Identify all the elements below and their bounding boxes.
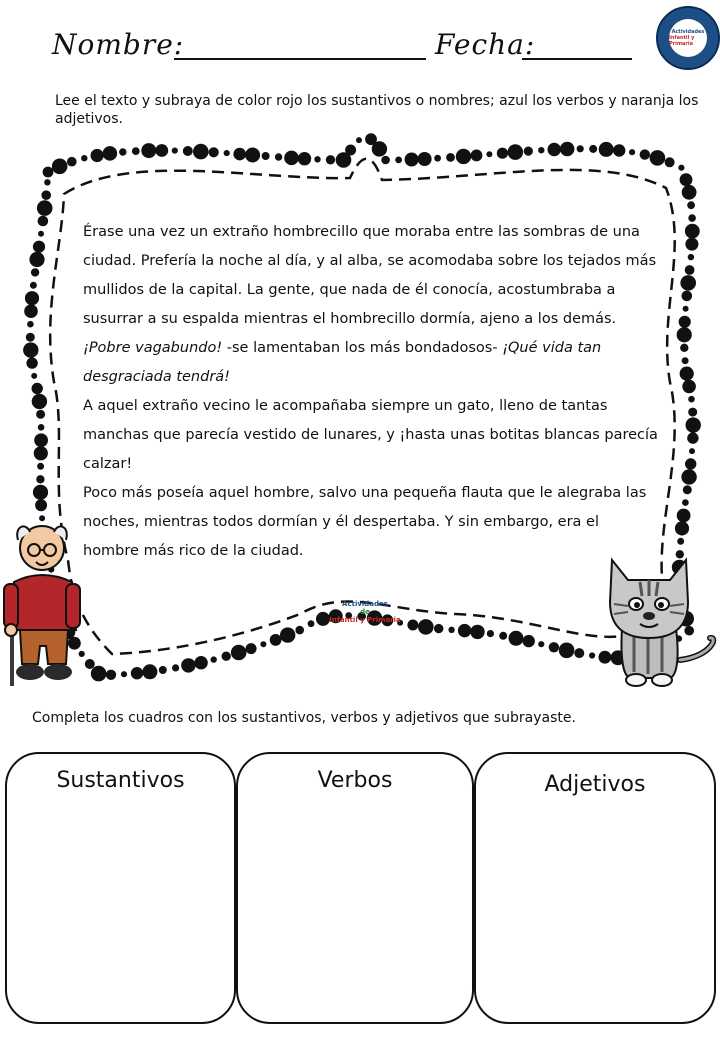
frame-dot: [589, 652, 595, 658]
story-dialogue-tag: -se lamentaban los más bondadosos-: [222, 340, 503, 356]
frame-dot: [683, 485, 692, 494]
frame-dot: [448, 627, 454, 633]
frame-dot: [682, 499, 689, 506]
frame-dot: [26, 333, 35, 342]
frame-dot: [677, 538, 684, 545]
frame-dot: [577, 145, 584, 152]
complete-instruction: Completa los cuadros con los sustantivos, verbos y adjetivos que subrayaste.: [32, 710, 576, 726]
frame-dot: [44, 179, 50, 185]
box-sustantivos[interactable]: [5, 752, 236, 1024]
story-text: [83, 218, 658, 566]
frame-dot: [34, 446, 48, 460]
frame-dot: [81, 155, 87, 161]
frame-dot: [688, 396, 695, 403]
box-adjetivos[interactable]: [474, 752, 716, 1024]
frame-dot: [509, 631, 524, 646]
frame-dot: [683, 306, 689, 312]
frame-dot: [262, 152, 270, 160]
frame-dot: [446, 153, 455, 162]
frame-dot: [372, 141, 387, 156]
frame-dot: [688, 254, 694, 260]
frame-dot: [688, 214, 696, 222]
story-exclamation-2: ¡Qué vida tan desgraciada tendrá!: [83, 340, 602, 385]
frame-dot: [679, 316, 691, 328]
story-exclamation-1: ¡Pobre vagabundo!: [83, 340, 223, 356]
frame-dot: [142, 664, 157, 679]
box-title-adjetivos: Adjetivos: [544, 772, 646, 797]
frame-dot: [680, 367, 694, 381]
frame-dot: [589, 145, 597, 153]
frame-dot: [33, 241, 45, 253]
logo-line-1: Actividades: [671, 29, 705, 35]
frame-dot: [418, 619, 434, 635]
box-verbos[interactable]: [236, 752, 474, 1024]
frame-dot: [458, 624, 471, 637]
old-man-illustration-icon: [0, 518, 90, 688]
frame-dot: [680, 344, 688, 352]
frame-dot: [549, 642, 559, 652]
frame-dot: [314, 156, 320, 162]
frame-dot: [326, 155, 335, 164]
frame-dot: [275, 153, 282, 160]
frame-dot: [687, 201, 695, 209]
frame-dot: [181, 658, 195, 672]
frame-dot: [32, 383, 43, 394]
watermark-line-2: de: [360, 608, 370, 616]
frame-dot: [159, 666, 167, 674]
frame-dot: [38, 231, 44, 237]
story-paragraph-3: A aquel extraño vecino le acompañaba siempre un gato, lleno de tantas manchas que parecía vestido de lunares, y ¡hasta unas botitas blancas parecía calzar!: [83, 398, 658, 472]
frame-dot: [172, 148, 178, 154]
frame-dot: [155, 144, 168, 157]
frame-dot: [686, 417, 701, 432]
frame-dot: [681, 469, 696, 484]
frame-dot: [471, 150, 483, 162]
frame-dot: [38, 424, 45, 431]
frame-dot: [119, 148, 126, 155]
frame-dot: [33, 485, 48, 500]
frame-dot: [32, 394, 47, 409]
date-line[interactable]: [522, 58, 632, 60]
frame-dot: [260, 641, 266, 647]
frame-dot: [24, 304, 38, 318]
frame-dot: [677, 327, 692, 342]
frame-dot: [685, 238, 698, 251]
date-label: Fecha:: [435, 28, 536, 61]
frame-dot: [682, 185, 697, 200]
frame-dot: [559, 643, 575, 659]
frame-dot: [499, 632, 507, 640]
watermark-line-1: Actividades: [342, 600, 388, 608]
frame-dot: [31, 373, 37, 379]
frame-dot: [395, 157, 402, 164]
frame-dot: [685, 265, 695, 275]
frame-dot: [687, 432, 698, 443]
frame-dot: [233, 148, 246, 161]
frame-dot: [231, 645, 247, 661]
frame-dot: [211, 656, 217, 662]
header: [52, 28, 652, 68]
frame-dot: [37, 200, 53, 216]
frame-dot: [52, 159, 68, 175]
frame-dot: [650, 150, 666, 166]
frame-dot: [560, 142, 574, 156]
frame-dot: [688, 408, 697, 417]
frame-dot: [456, 149, 471, 164]
frame-dot: [194, 656, 207, 669]
story-paragraph-2: [83, 334, 658, 392]
frame-dot: [356, 137, 362, 143]
logo-line-2: Infantil y Primaria: [669, 35, 695, 47]
name-label: Nombre:: [52, 28, 185, 61]
frame-dot: [34, 433, 48, 447]
frame-dot: [677, 509, 691, 523]
frame-dot: [27, 321, 34, 328]
name-line[interactable]: [174, 58, 426, 60]
frame-dot: [345, 145, 356, 156]
frame-dot: [280, 627, 295, 642]
story-paragraph-4: Poco más poseía aquel hombre, salvo una pequeña flauta que le alegraba las noches, mientras todos dormían y él despertaba. Y sin embargo, era el hombre más rico de la ciudad.: [83, 485, 647, 559]
frame-dot: [37, 463, 44, 470]
frame-dot: [682, 380, 696, 394]
frame-dot: [685, 458, 696, 469]
frame-dot: [132, 147, 140, 155]
frame-dot: [38, 216, 49, 227]
frame-dot: [538, 147, 544, 153]
frame-dot: [30, 282, 37, 289]
frame-dot: [381, 156, 390, 165]
frame-dot: [665, 157, 675, 167]
frame-dot: [183, 146, 193, 156]
frame-dot: [678, 165, 684, 171]
frame-dot: [172, 664, 179, 671]
frame-dot: [35, 499, 47, 511]
frame-dot: [141, 143, 156, 158]
frame-dot: [36, 475, 44, 483]
frame-dot: [246, 643, 257, 654]
frame-dot: [295, 626, 304, 635]
frame-dot: [245, 148, 260, 163]
school-logo-icon: [656, 6, 720, 70]
frame-dot: [523, 635, 535, 647]
frame-dot: [222, 652, 231, 661]
frame-dot: [26, 357, 37, 368]
frame-dot: [270, 634, 282, 646]
frame-dot: [308, 620, 315, 627]
frame-dot: [629, 149, 635, 155]
frame-dot: [121, 671, 127, 677]
frame-dot: [36, 410, 45, 419]
watermark-logo: [325, 600, 405, 630]
frame-dot: [103, 146, 118, 161]
frame-dot: [434, 624, 443, 633]
frame-dot: [675, 521, 689, 535]
frame-dot: [29, 252, 44, 267]
frame-dot: [41, 190, 51, 200]
frame-dot: [298, 152, 311, 165]
frame-dot: [685, 224, 700, 239]
frame-dot: [91, 149, 104, 162]
frame-dot: [487, 630, 494, 637]
frame-dot: [640, 149, 650, 159]
frame-dot: [508, 144, 524, 160]
frame-dot: [43, 167, 54, 178]
frame-dot: [497, 148, 508, 159]
instructions: Lee el texto y subraya de color rojo los sustantivos o nombres; azul los verbos y naranja los adjetivos.: [55, 93, 699, 127]
frame-dot: [31, 268, 39, 276]
frame-dot: [548, 143, 561, 156]
frame-dot: [689, 448, 695, 454]
frame-dot: [486, 151, 492, 157]
frame-dot: [524, 147, 533, 156]
striped-cat-illustration-icon: [600, 552, 720, 688]
frame-dot: [405, 153, 419, 167]
frame-dot: [574, 648, 584, 658]
frame-dot: [67, 157, 77, 167]
frame-dot: [682, 291, 693, 302]
frame-dot: [470, 625, 484, 639]
frame-dot: [680, 275, 696, 291]
frame-dot: [91, 666, 107, 682]
frame-dot: [599, 142, 614, 157]
frame-dot: [25, 291, 39, 305]
frame-dot: [680, 173, 693, 186]
frame-dot: [224, 150, 230, 156]
frame-dot: [538, 641, 544, 647]
frame-dot: [209, 147, 219, 157]
frame-dot: [682, 357, 689, 364]
box-title-sustantivos: Sustantivos: [56, 768, 185, 793]
frame-dot: [418, 152, 432, 166]
frame-dot: [407, 620, 418, 631]
frame-dot: [106, 670, 116, 680]
frame-dot: [613, 144, 625, 156]
watermark-line-3: Infantil y Primaria: [329, 616, 401, 624]
frame-dot: [284, 151, 299, 166]
frame-dot: [131, 667, 143, 679]
story-paragraph-1: Érase una vez un extraño hombrecillo que moraba entre las sombras de una ciudad. Prefería la noche al día, y al alba, se acomodaba sobre los tejados más mullidos de la capital. La gente, que nada de él conocía, acostumbraba a susurrar a su espalda mientras el hombrecillo dormía, ajeno a los demás.: [83, 224, 657, 327]
box-title-verbos: Verbos: [317, 768, 393, 793]
frame-dot: [434, 155, 441, 162]
frame-dot: [23, 342, 38, 357]
frame-dot: [193, 144, 209, 160]
